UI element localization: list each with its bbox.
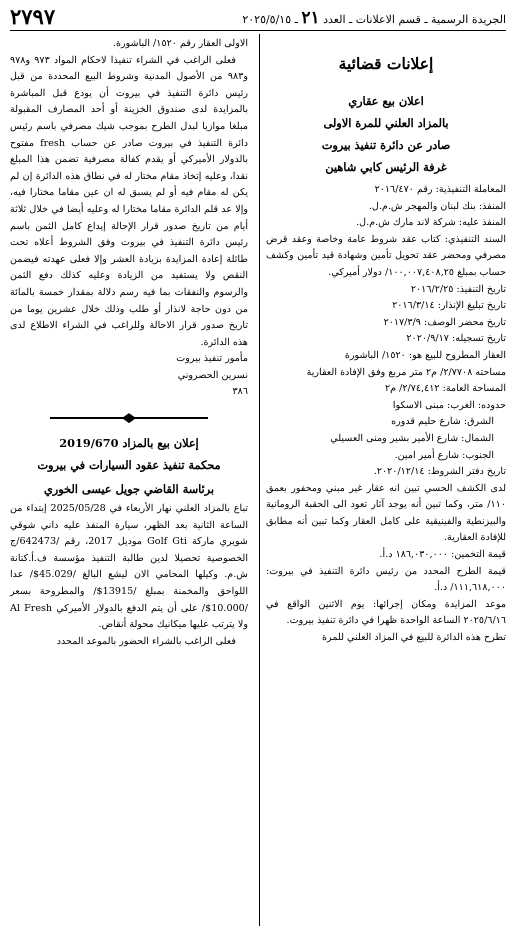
property-area: مساحته ٢/٧٧٠٨/ م٢ متر مربع وفق الإفادة العقارية [306,366,506,378]
ad-number: ٣٨٦ [232,386,248,398]
boundary-west: حدوده: الغرب: مبنى الاسكوا [392,399,506,411]
right-column [266,36,506,647]
description-date: تاريخ محضر الوصف: ٢٠١٧/٣/٩ [383,316,506,328]
auction-intro: تطرح هذه الدائرة للبيع في المزاد العلني للمرة [322,632,506,644]
announcement-heading [266,90,506,178]
issue-date: ـ ٢٠٢٥/٥/١٥ [242,13,298,26]
enforcement-deed: السند التنفيذي: كتاب عقد شروط عامة وخاصة وعقد قرض مصرفي ومحضر عقد تحويل تأمين وشهادة قيد تأمين وكشف حساب بمبلغ ١٠٠,٠٠٧,٤٠٨,٢٥/ دولار أميركي. [266,233,506,278]
heading-line: غرفة الرئيس كابي شاهين [325,160,447,174]
section-title: إعلانات قضائية [338,54,434,73]
column-divider [259,34,260,926]
inspection-note: لدى الكشف الحسي تبين انه عقار غير مبني ومحفور بعمق ١١٠/ متر، وكما تبين أنه يوجد آثار تعود الى الحقبة الرومانية والبيزنطية والفينيقية على كامل العقار وكما تبين أنه مطابق للإفادة العقارية. [266,482,506,544]
signature-title: مأمور تنفيذ بيروت [176,353,248,365]
car-auction-closing: فعلى الراغب بالشراء الحضور بالموعد المحدد [56,635,236,647]
bidder-conditions: فعلى الراغب في الشراء تنفيذا لاحكام المواد ٩٧٣ و٩٧٨ و٩٨٣ من الأصول المدنية وشروط البيع المحددة من قبل رئيس دائرة التنفيذ في بيروت أن يودع قبل المباشرة بالمزايدة لدى صندوق الخزينة أو أحد المصارف المقبولة مبلغا موازيا لبدل الطرح بموجب شيك مصرفي باسم رئيس دائرة التنفيذ في بيروت صادر عن حساب fresh مفتوح بالدولار الأميركي أو يقدم كفالة مصرفية تضمن هذا المبلغ نقدا، وعليه إتخاذ مقام مختار له في نطاق هذه الدائرة إن لم يكن له مقام فيه أو لم يسبق له ان عين مقاما مختارا فيه، وإلا عد قلم الدائرة مقاما مختارا له وعليه أيضا في خلال ثلاثة أيام من تاريخ صدور قرار الإحالة إيداع كامل الثمن باسم رئيس دائرة التنفيذ في بيروت وفق الشروط أعلاه تحت طائلة إعادة المزايدة بزيادة العشر وإلا فعلى عهدته فيضمن النقص ولا يستفيد من الزيادة وعليه كذلك دفع الثمن والرسوم والنفقات بما فيه رسم دلالة بمقدار خمسة بالمائة من دون حاجة لانذار أو طلب وذلك خلال عشرين يوما من تاريخ صدور قرار الاحالة وللراغب في الشراء الاطلاع لدى هذه الدائرة. [10,54,248,348]
issue-number: ٢١ [301,8,320,28]
registration-date: تاريخ تسجيله: ٢٠٢٠/٩/١٧ [406,333,506,345]
heading-line: محكمة تنفيذ عقود السيارات في بيروت [37,458,221,473]
divider-ornament [122,413,136,423]
property-number: العقار المطروح للبيع هو: ١٥٢٠/ الباشورة [344,349,506,361]
creditor: المنفذ: بنك لبنان والمهجر ش.م.ل. [368,200,506,212]
page-number: ٢٧٩٧ [10,4,56,29]
enforcement-date: تاريخ التنفيذ: ٢٠١٦/٢/٢٥ [410,283,506,295]
case-number: المعاملة التنفيذية: رقم ٢٠١٦/٤٧٠ [374,184,506,195]
page-header [10,6,506,30]
heading-line: برئاسة القاضي جويل عيسى الخوري [43,482,215,497]
heading-line: صادر عن دائرة تنفيذ بيروت [321,138,451,152]
boundary-north: الشمال: شارع الأمير بشير ومنى العسيلي [330,432,494,444]
left-column [10,36,248,650]
car-auction-details: تباع بالمزاد العلني نهار الأربعاء في 2025/05/28 إبتداء من الساعة الثانية بعد الظهر، سيارة المنفذ عليه داني شوقي شويري ماركة Golf Gti موديل 2017، رقم /642473/ج الخصوصية تحصيلا لدين طالبة التنفيذ مؤسسة ف.أ.كتانة ش.م. وكيلها المحامي الان ليشع البالغ /45.029$/ عدا اللواحق والمخمنة بمبلغ /13915$/ والمطروحة بسعر /10.000$/ على أن يتم الدفع بالدولار الأميركي Al Fresh ولا يترتب عليها ميكانيك محولة أنقاض. [10,503,249,631]
boundary-east: الشرق: شارع حليم قدوره [391,416,494,428]
gazette-title: الجريدة الرسمية ـ قسم الاعلانات ـ العدد [323,13,506,26]
conditions-date: تاريخ دفتر الشروط: ٢٠٢٠/١٢/١٤. [373,466,506,478]
continuation-line: الاولى العقار رقم ١٥٢٠/ الباشورة. [112,38,248,49]
starting-price: قيمة الطرح المحدد من رئيس دائرة التنفيذ في بيروت: ١١١,٦١٨,٠٠٠/ د.أ. [266,565,506,594]
heading-line: اعلان بيع عقاري [348,94,424,108]
heading-line: بالمزاد العلني للمرة الاولى [323,116,449,130]
auction-date: موعد المزايدة ومكان إجرائها: يوم الاثنين الواقع في ٢٠٢٥/٦/١٦ الساعة الواحدة ظهرا في دائرة تنفيذ بيروت. [266,598,506,627]
heading-line: إعلان بيع بالمزاد 2019/670 [59,436,199,451]
debtor: المنفذ عليه: شركة لاند مارك ش.م.ل. [356,217,506,229]
car-auction-announcement [10,433,248,650]
notice-date: تاريخ تبليغ الإنذار: ٢٠١٦/٣/١٤ [392,300,506,312]
valuation: قيمة التخمين: ١٨٦,٠٣٠,٠٠٠ د.أ. [379,549,506,561]
boundary-south: الجنوب: شارع أمير امين. [394,449,494,461]
header-strip [242,8,506,28]
general-area: المساحة العامة: ٢/٧٤,٤١٢/ م٢ [384,383,506,395]
section-divider [10,411,248,425]
signature-name: نسرين الحصروني [177,369,248,381]
header-rule [10,30,506,31]
